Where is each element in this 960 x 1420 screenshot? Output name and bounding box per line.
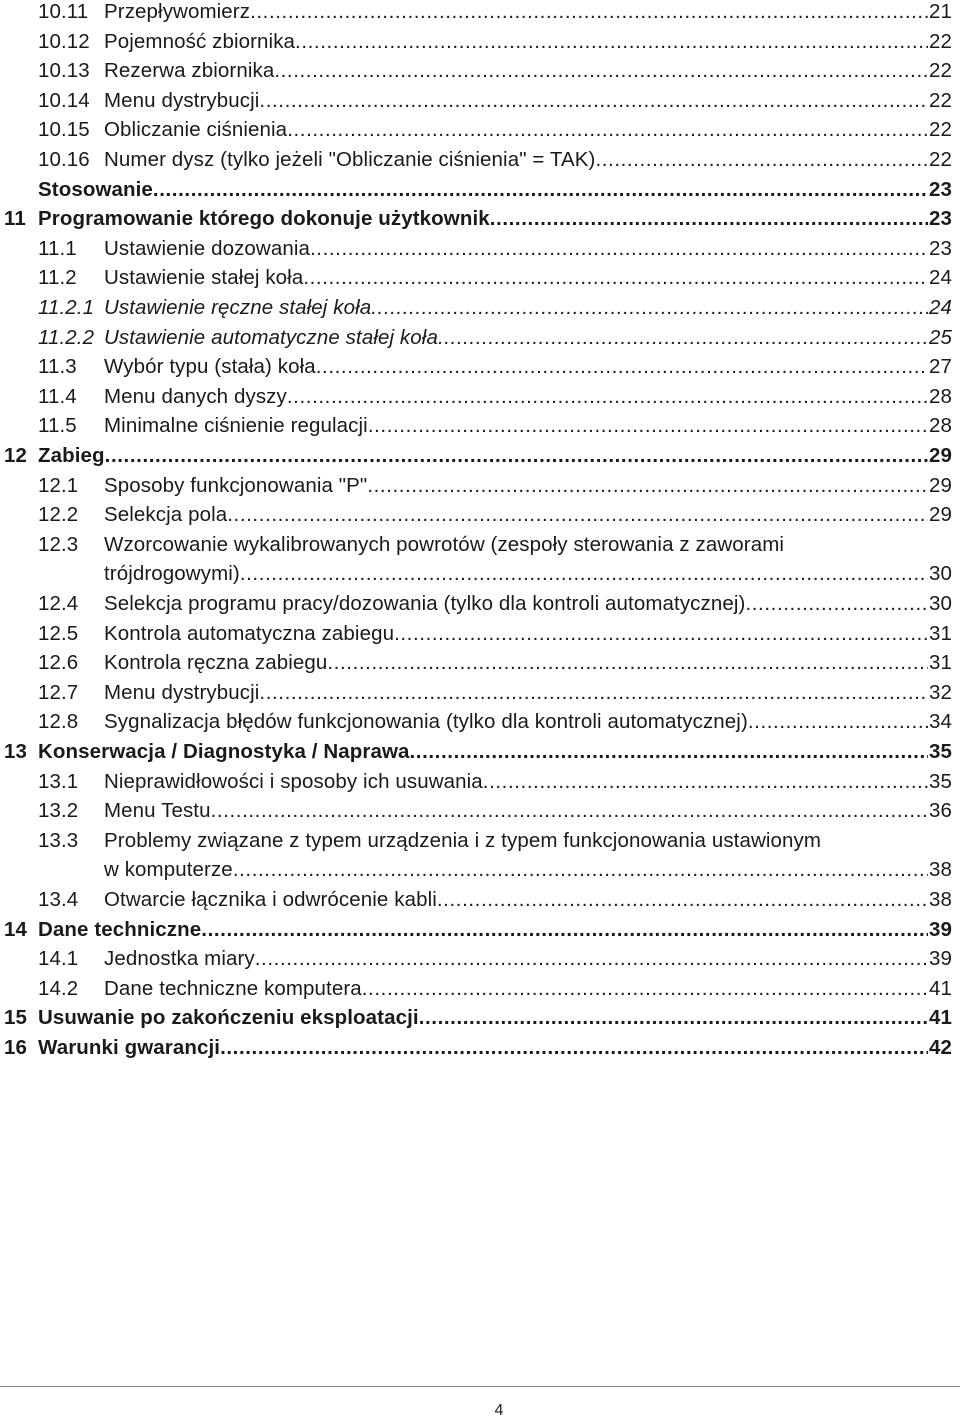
toc-entry-page: 23 [928, 177, 952, 201]
toc-entry-number: 14.2 [38, 976, 79, 1000]
toc-entry[interactable] [0, 1003, 960, 1033]
toc-entry-number: 12.3 [38, 532, 79, 556]
toc-entry-title: Rezerwa zbiornika [104, 59, 275, 83]
toc-entry-title: Selekcja programu pracy/dozowania (tylko dla kontroli automatycznej) [104, 592, 746, 615]
dot-leader [105, 441, 928, 471]
toc-entry[interactable] [0, 826, 960, 882]
toc-entry-title: Sygnalizacja błędów funkcjonowania (tylko dla kontroli automatycznej) [104, 710, 748, 734]
dot-leader [367, 471, 928, 501]
toc-entry-title: Programowanie którego dokonuje użytkownik [38, 207, 490, 231]
dot-leader [255, 944, 928, 974]
toc-entry[interactable] [0, 441, 960, 471]
toc-entry[interactable] [0, 1033, 960, 1063]
toc-entry[interactable] [0, 56, 960, 86]
toc-entry-title: Jednostka miary [104, 947, 255, 971]
dot-leader [240, 559, 928, 589]
toc-entry[interactable] [0, 382, 960, 412]
toc-entry-number: 11 [4, 207, 26, 231]
toc-entry-page: 28 [928, 414, 952, 438]
toc-entry-continuation [104, 855, 952, 885]
toc-entry-title-continued: w komputerze [104, 858, 233, 882]
toc-entry-number: 11.4 [38, 384, 77, 408]
toc-entry[interactable] [0, 115, 960, 145]
toc-entry-page: 29 [928, 444, 952, 467]
toc-entry-page: 41 [928, 1006, 952, 1030]
toc-entry[interactable] [0, 0, 960, 27]
toc-entry[interactable] [0, 678, 960, 708]
toc-entry-number: 12.8 [38, 710, 79, 734]
toc-entry-number: 10.14 [38, 88, 90, 112]
dot-leader [362, 974, 928, 1004]
toc-entry-number: 10.16 [38, 148, 90, 171]
toc-entry-title: Nieprawidłowości i sposoby ich usuwania [104, 769, 483, 793]
toc-entry-number: 16 [4, 1036, 28, 1059]
toc-entry-page: 29 [928, 473, 952, 497]
dot-leader [368, 411, 928, 441]
toc-entry-number: 10.11 [38, 0, 89, 23]
toc-entry-title: Ustawienie automatyczne stałej koła [104, 325, 438, 349]
toc-entry[interactable] [0, 530, 960, 586]
dot-leader [419, 1003, 928, 1033]
toc-entry-number: 10.12 [38, 29, 90, 53]
toc-entry-number: 12.6 [38, 651, 79, 675]
toc-entry-number: 11.2 [38, 266, 77, 290]
toc-entry[interactable] [0, 411, 960, 441]
footer-divider [0, 1386, 960, 1387]
toc-entry-page: 42 [928, 1036, 952, 1059]
toc-entry-title: Usuwanie po zakończeniu eksploatacji [38, 1006, 419, 1030]
toc-entry-title: Ustawienie stałej koła [104, 266, 304, 290]
toc-entry-number: 12.7 [38, 680, 79, 704]
toc-entry[interactable] [0, 323, 960, 353]
dot-leader [438, 323, 928, 353]
toc-entry-title: Selekcja pola [104, 503, 228, 527]
toc-entry[interactable] [0, 293, 960, 323]
toc-entry[interactable] [0, 589, 960, 619]
toc-entry-page: 28 [928, 384, 952, 408]
toc-entry-number: 14.1 [38, 947, 79, 971]
dot-leader [437, 885, 928, 915]
toc-entry-number: 11.1 [38, 236, 77, 260]
toc-entry-title: Dane techniczne komputera [104, 976, 362, 1000]
toc-entry-title: Numer dysz (tylko jeżeli "Obliczanie ciśnienia" = TAK) [104, 148, 596, 171]
toc-entry-title: Wybór typu (stała) koła [104, 355, 316, 379]
toc-entry-number: 15 [4, 1006, 28, 1030]
dot-leader [490, 204, 928, 234]
dot-leader [748, 707, 928, 737]
dot-leader [295, 27, 928, 57]
toc-entry[interactable] [0, 737, 960, 767]
toc-entry[interactable] [0, 648, 960, 678]
toc-entry[interactable] [0, 707, 960, 737]
toc-entry-number: 11.2.2 [38, 325, 95, 349]
toc-entry[interactable] [0, 944, 960, 974]
toc-entry-title: Problemy związane z typem urządzenia i z typem funkcjonowania ustawionym [104, 828, 822, 852]
toc-entry-title: Pojemność zbiornika [104, 29, 296, 53]
toc-entry-title: Ustawienie ręczne stałej koła [104, 296, 372, 319]
toc-entry[interactable] [0, 767, 960, 797]
toc-entry-page: 35 [928, 769, 952, 793]
toc-entry-title: Wzorcowanie wykalibrowanych powrotów (zespoły sterowania z zaworami [104, 532, 785, 556]
dot-leader [595, 145, 928, 175]
toc-entry-page: 31 [928, 621, 952, 645]
dot-leader [259, 678, 928, 708]
toc-entry[interactable] [0, 974, 960, 1004]
toc-entry-title: Warunki gwarancji [38, 1036, 221, 1059]
toc-entry-page: 38 [928, 888, 952, 911]
toc-entry-title: Kontrola automatyczna zabiegu [104, 621, 395, 645]
toc-entry-number: 13 [4, 740, 28, 763]
toc-entry-page: 27 [928, 355, 952, 379]
dot-leader [153, 175, 928, 205]
toc-entry-page: 22 [928, 29, 952, 53]
toc-entry-page: 21 [928, 0, 952, 23]
toc-entry-number: 13.1 [38, 769, 79, 793]
toc-entry-page: 34 [928, 710, 952, 734]
toc-entry-continuation [104, 559, 952, 589]
toc-entry-number: 11.5 [38, 414, 77, 438]
dot-leader [250, 0, 928, 27]
dot-leader [220, 1033, 928, 1063]
toc-entry-page: 22 [928, 118, 952, 142]
toc-entry-number: 10.13 [38, 59, 90, 83]
toc-entry[interactable] [0, 175, 960, 205]
toc-entry[interactable] [0, 915, 960, 945]
toc-entry-title: Sposoby funkcjonowania "P" [104, 473, 368, 497]
toc-entry-number: 12 [4, 444, 28, 467]
toc-entry-number: 12.2 [38, 503, 79, 527]
toc-entry[interactable] [0, 619, 960, 649]
toc-entry[interactable] [0, 500, 960, 530]
toc-entry-page: 32 [928, 680, 952, 704]
toc-entry-page: 30 [928, 592, 952, 615]
dot-leader [310, 234, 928, 264]
dot-leader [394, 619, 928, 649]
toc-entry-number: 10.15 [38, 118, 90, 142]
dot-leader [274, 56, 928, 86]
dot-leader [201, 915, 928, 945]
toc-entry-number: 13.4 [38, 888, 79, 911]
page-number: 4 [494, 1402, 504, 1419]
toc-entry[interactable] [0, 796, 960, 826]
toc-entry-page: 23 [928, 207, 952, 231]
toc-entry-title: Menu Testu [104, 799, 211, 823]
toc-entry-number: 12.1 [38, 473, 79, 497]
toc-entry[interactable] [0, 263, 960, 293]
toc-entry-title: Ustawienie dozowania [104, 236, 310, 260]
toc-entry-page: 25 [928, 325, 952, 349]
toc-entry-title: Menu danych dyszy [104, 384, 287, 408]
toc-entry[interactable] [0, 471, 960, 501]
toc-entry-title: Otwarcie łącznika i odwrócenie kabli [104, 888, 437, 911]
toc-entry[interactable] [0, 27, 960, 57]
dot-leader [227, 500, 928, 530]
toc-entry-page: 35 [928, 740, 952, 763]
toc-entry[interactable] [0, 352, 960, 382]
toc-entry-page: 29 [928, 503, 952, 527]
dot-leader [287, 115, 928, 145]
toc-entry-page: 22 [928, 148, 952, 171]
dot-leader [303, 263, 928, 293]
toc-entry-number: 13.3 [38, 828, 79, 852]
dot-leader [316, 352, 928, 382]
toc-entry-page: 23 [928, 236, 952, 260]
toc-entry-title: Menu dystrybucji [104, 680, 260, 704]
toc-entry-title: Kontrola ręczna zabiegu [104, 651, 328, 675]
toc-entry[interactable] [0, 885, 960, 915]
toc-entry-number: 11.2.1 [38, 296, 95, 319]
toc-entry-number: 14 [4, 917, 28, 941]
toc-entry-number: 12.5 [38, 621, 79, 645]
toc-entry[interactable] [0, 86, 960, 116]
toc-entry-page: 22 [928, 88, 952, 112]
dot-leader [327, 648, 928, 678]
toc-entry-title: Obliczanie ciśnienia [104, 118, 288, 142]
toc-entry-title: Dane techniczne [38, 917, 202, 941]
dot-leader [410, 737, 928, 767]
dot-leader [483, 767, 928, 797]
toc-entry-number: 13.2 [38, 799, 79, 823]
toc-entry-page: 36 [928, 799, 952, 823]
dot-leader [233, 855, 928, 885]
toc-entry-page: 31 [928, 651, 952, 675]
toc-entry-page: 39 [928, 917, 952, 941]
dot-leader [287, 382, 928, 412]
toc-entry-page: 41 [928, 976, 952, 1000]
dot-leader [211, 796, 928, 826]
toc-entry-page: 39 [928, 947, 952, 971]
toc-entry-title: Stosowanie [38, 177, 153, 201]
toc-entry[interactable] [0, 145, 960, 175]
toc-entry-page: 22 [928, 59, 952, 83]
dot-leader [371, 293, 928, 323]
toc-entry-title-continued: trójdrogowymi) [104, 562, 240, 586]
toc-entry-page: 24 [928, 266, 952, 290]
toc-entry[interactable] [0, 234, 960, 264]
dot-leader [259, 86, 928, 116]
toc-entry-number: 11.3 [38, 355, 77, 379]
toc-entry-title: Minimalne ciśnienie regulacji [104, 414, 368, 438]
toc-entry-title: Menu dystrybucji [104, 88, 260, 112]
dot-leader [745, 589, 928, 619]
toc-entry-title: Konserwacja / Diagnostyka / Naprawa [38, 740, 410, 763]
toc-entry-title: Zabieg [38, 444, 105, 467]
toc-entry-title: Przepływomierz [104, 0, 251, 23]
toc-entry-page: 38 [928, 858, 952, 882]
toc-entry-page: 24 [928, 296, 952, 319]
toc-entry-number: 12.4 [38, 592, 79, 615]
toc-entry-page: 30 [928, 562, 952, 586]
toc-entry[interactable] [0, 204, 960, 234]
